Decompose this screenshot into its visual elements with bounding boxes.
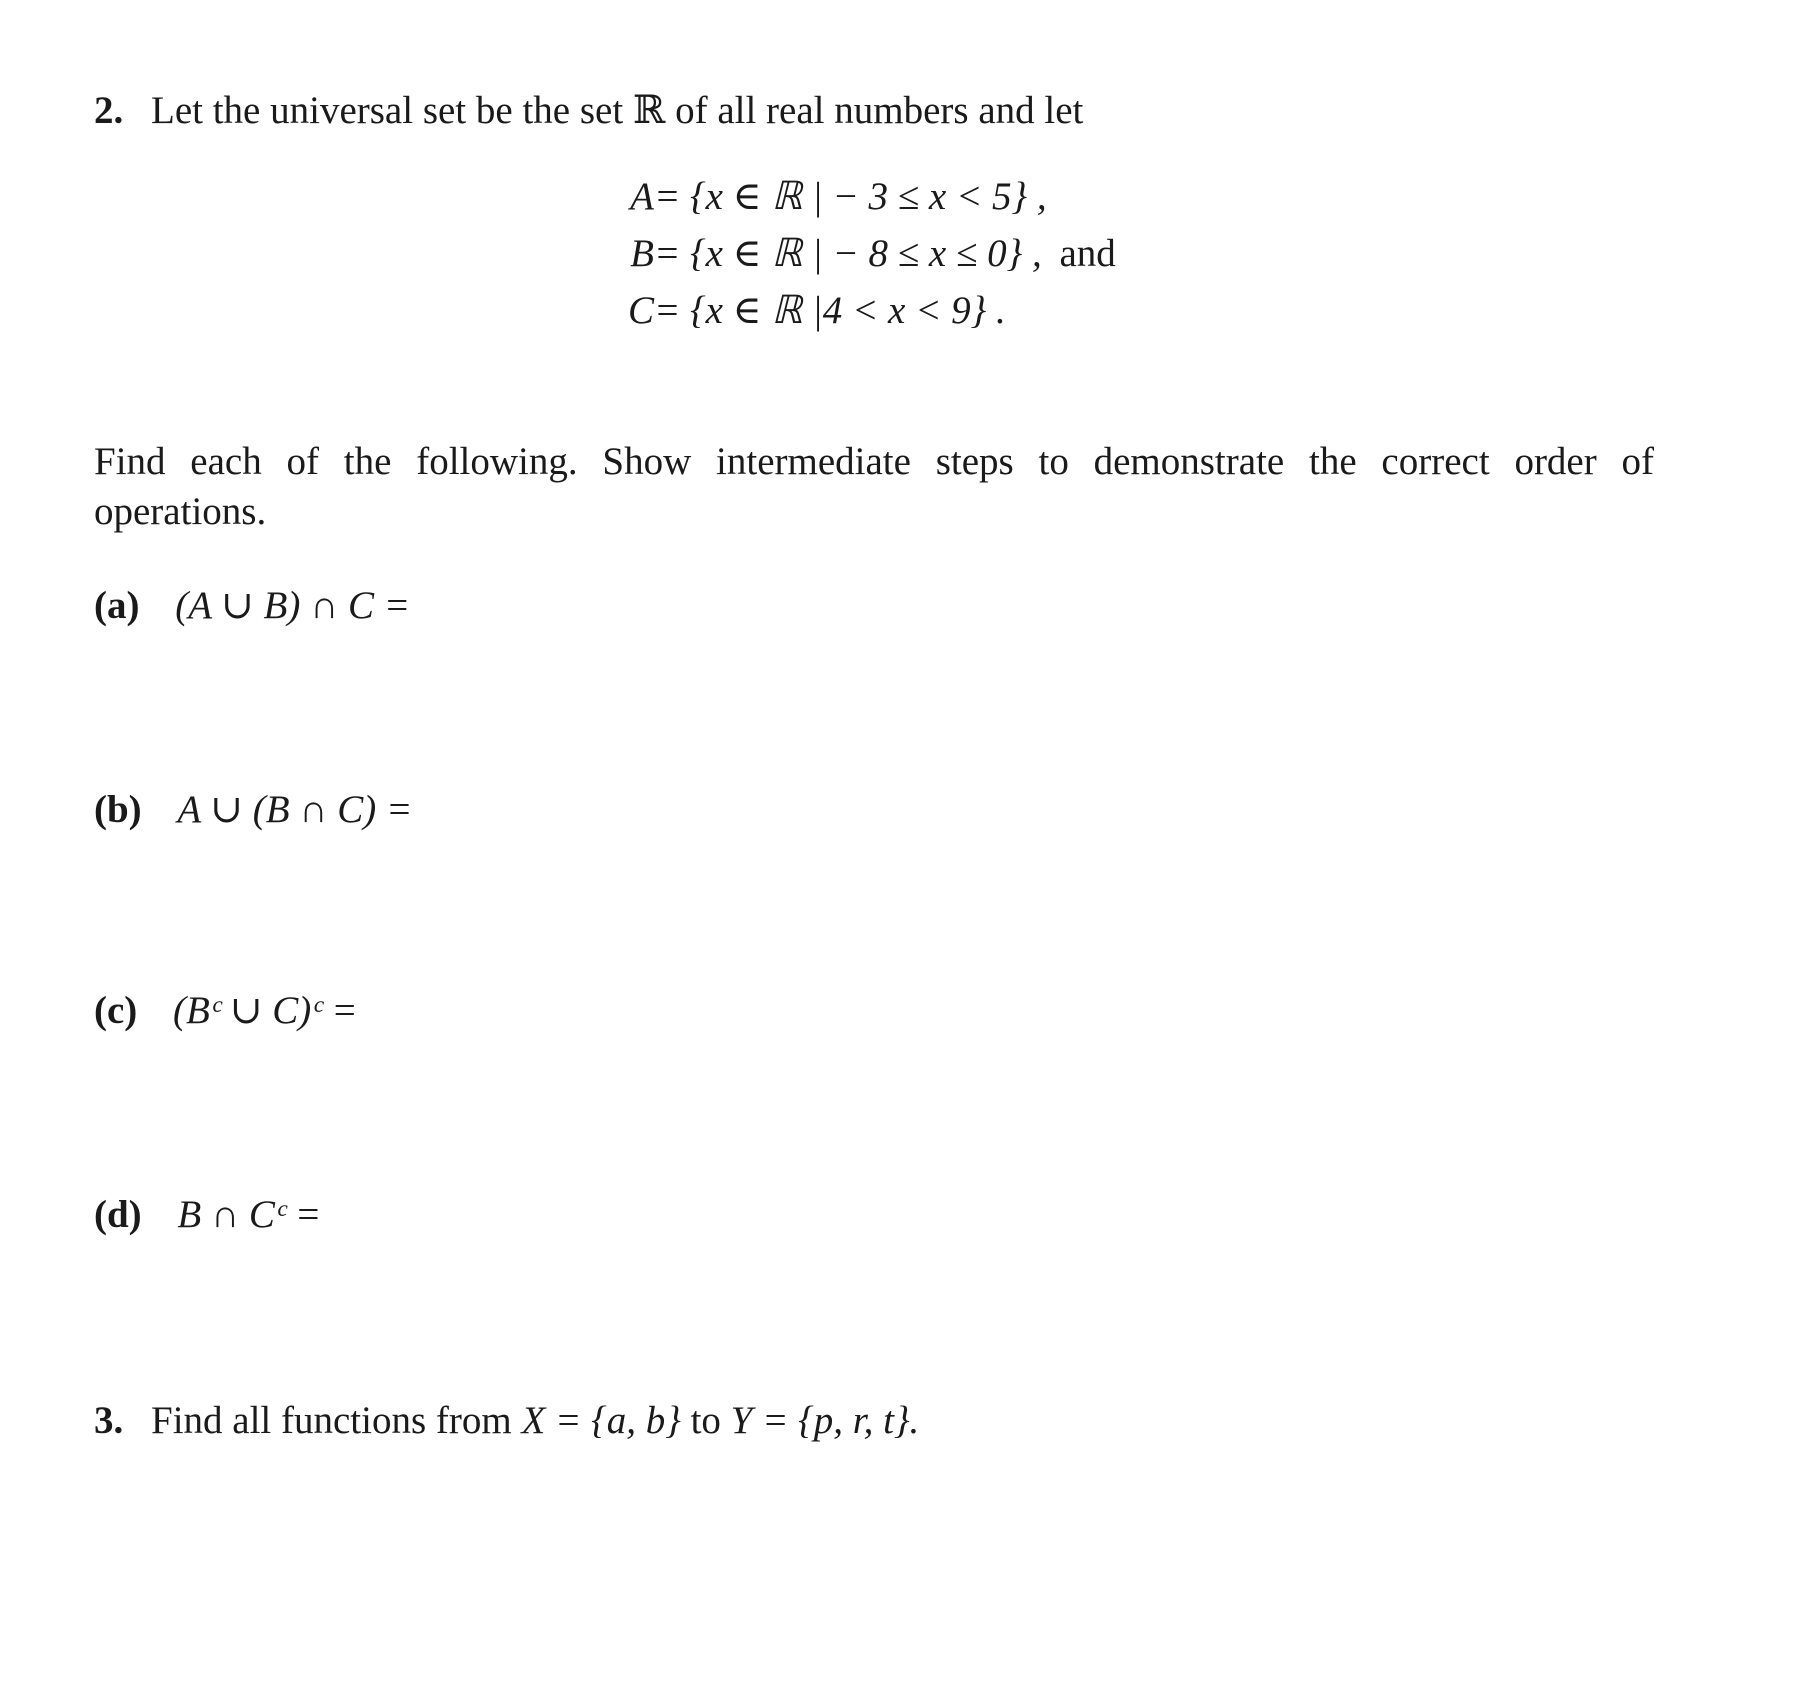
set-name: A — [630, 175, 654, 218]
set-name: C — [627, 289, 654, 332]
reals-symbol: ℝ — [632, 88, 666, 133]
intro-text-after: of all real numbers and let — [675, 89, 1084, 132]
part-b — [94, 787, 412, 834]
part-expression: (Bᶜ ∪ C)ᶜ = — [173, 989, 358, 1032]
set-body: = {x ∈ ℝ | − 8 ≤ x ≤ 0} , — [654, 232, 1042, 275]
part-c — [94, 988, 358, 1035]
part-label: (a) — [94, 584, 140, 627]
set-body: = {x ∈ ℝ |4 < x < 9} . — [654, 289, 1006, 332]
codomain-set: Y = {p, r, t}. — [730, 1399, 920, 1442]
instructions: Find each of the following. Show intermediate steps to demonstrate the correct order of operations. — [94, 440, 1654, 533]
problem-2-number: 2. — [94, 89, 124, 132]
part-expression: A ∪ (B ∩ C) = — [177, 788, 413, 831]
part-a — [94, 583, 410, 630]
part-label: (d) — [94, 1193, 142, 1236]
domain-set: X = {a, b} — [521, 1399, 681, 1442]
problem-3-text: Find all functions from — [151, 1399, 512, 1442]
set-body: = {x ∈ ℝ | − 3 ≤ x < 5} , — [654, 175, 1047, 218]
problem-2-intro — [94, 88, 1083, 135]
connector-text: to — [690, 1399, 721, 1442]
part-label: (b) — [94, 788, 142, 831]
problem-3 — [94, 1398, 919, 1445]
intro-text-before: Let the universal set be the set — [151, 89, 624, 132]
problem-3-number: 3. — [94, 1399, 124, 1442]
part-label: (c) — [94, 989, 138, 1032]
set-name: B — [630, 232, 654, 275]
set-suffix: and — [1059, 232, 1116, 275]
part-expression: (A ∪ B) ∩ C = — [175, 584, 411, 627]
part-d — [94, 1192, 321, 1239]
part-expression: B ∩ Cᶜ = — [177, 1193, 322, 1236]
